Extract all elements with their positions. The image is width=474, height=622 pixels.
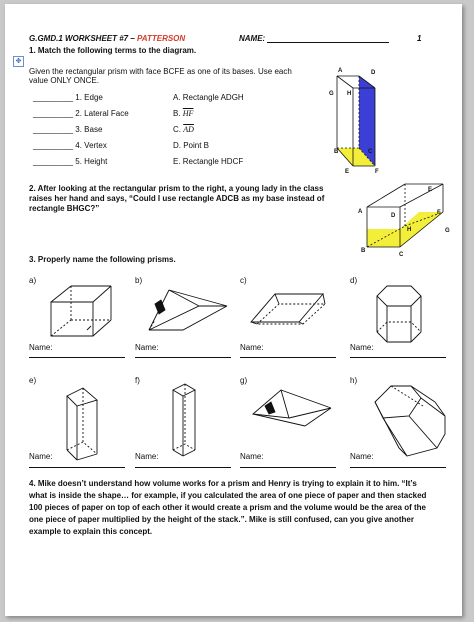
prism-e-answer-line[interactable]: [29, 467, 125, 468]
q1-heading: 1. Match the following terms to the diagram.: [29, 46, 197, 55]
fig1-label-c: C: [368, 149, 373, 155]
teacher-name: PATTERSON: [137, 34, 186, 43]
choice-b: B. $\overline{HF}$: [173, 109, 194, 118]
worksheet-page: [5, 4, 462, 616]
prism-a-name-label: Name:: [29, 343, 53, 352]
term-blank[interactable]: _________: [33, 109, 74, 118]
prism-h-letter: h): [350, 376, 358, 385]
q2-line3: rectangle BHGC?”: [29, 204, 100, 213]
fig2-label-h: H: [407, 227, 412, 233]
prism-e-name-label: Name:: [29, 452, 53, 461]
q4-line2: what is inside the shape… for example, if you calculated the area of one piece of paper and then stacked: [29, 491, 427, 500]
fig1-label-d: D: [371, 70, 376, 76]
prism-a-letter: a): [29, 276, 37, 285]
q3-heading: 3. Properly name the following prisms.: [29, 255, 176, 264]
q1-instructions-line1: Given the rectangular prism with face BCFE as one of its bases. Use each: [29, 67, 292, 76]
prism-g-name-label: Name:: [240, 452, 264, 461]
fig1-label-e: E: [345, 169, 350, 175]
fig1-label-b: B: [334, 149, 339, 155]
q2-line1: 2. After looking at the rectangular prism to the right, a young lady in the class: [29, 184, 324, 193]
prism-f-drawing: [173, 384, 195, 456]
term-5: _________ 5. Height: [33, 157, 108, 166]
prism-g-answer-line[interactable]: [240, 467, 336, 468]
prism-c-letter: c): [240, 276, 247, 285]
prism-b-letter: b): [135, 276, 143, 285]
fig2-label-d: D: [391, 213, 396, 219]
prism-d-letter: d): [350, 276, 358, 285]
name-label: NAME:: [239, 34, 266, 43]
term-blank[interactable]: _________: [33, 93, 74, 102]
term-blank[interactable]: _________: [33, 141, 74, 150]
prism-h-name-label: Name:: [350, 452, 374, 461]
fig2-label-g: G: [445, 228, 450, 234]
prism-f-letter: f): [135, 376, 140, 385]
prism-g-letter: g): [240, 376, 248, 385]
prism-c-name-label: Name:: [240, 343, 264, 352]
fig1-label-h: H: [347, 91, 352, 97]
prism-e-drawing: [67, 388, 97, 460]
q2-line2: raises her hand and says, “Could I use rectangle ADCB as my base instead of: [29, 194, 325, 203]
prism-h-drawing: [375, 386, 445, 456]
q4-line5: example to explain this concept.: [29, 527, 153, 536]
term-blank[interactable]: _________: [33, 157, 74, 166]
fig2-label-f: F: [437, 210, 441, 216]
q4-line3: 100 pieces of paper on top of each other it would create a prism and the volume would be the area of the: [29, 503, 426, 512]
term-3: _________ 3. Base: [33, 125, 103, 134]
table-move-handle-icon[interactable]: ✥: [13, 56, 24, 67]
worksheet-title: G.GMD.1 WORKSHEET #7 – PATTERSON: [29, 34, 186, 43]
prism-f-answer-line[interactable]: [135, 467, 231, 468]
fig1-label-f: F: [375, 169, 379, 175]
page-number: 1: [417, 34, 422, 43]
prism-e-letter: e): [29, 376, 37, 385]
choice-c: C. $\overline{AD}$: [173, 125, 194, 134]
term-blank[interactable]: _________: [33, 125, 74, 134]
prism-d-name-label: Name:: [350, 343, 374, 352]
term-1: _________ 1. Edge: [33, 93, 103, 102]
fig1-label-a: A: [338, 68, 343, 74]
fig2-label-a: A: [358, 209, 363, 215]
prism-f-name-label: Name:: [135, 452, 159, 461]
prism-b-name-label: Name:: [135, 343, 159, 352]
fig1-label-g: G: [329, 91, 334, 97]
term-4: _________ 4. Vertex: [33, 141, 107, 150]
prism-g-drawing: [253, 390, 331, 426]
q4-line1: 4. Mike doesn’t understand how volume works for a prism and Henry is trying to explain it to him. “It’s: [29, 479, 417, 488]
choice-d: D. Point B: [173, 141, 210, 150]
choice-a: A. Rectangle ADGH: [173, 93, 244, 102]
choice-e: E. Rectangle HDCF: [173, 157, 244, 166]
term-2: _________ 2. Lateral Face: [33, 109, 129, 118]
fig2-label-b: B: [361, 248, 366, 254]
q1-instructions-line2: value ONLY ONCE.: [29, 76, 99, 85]
fig2-label-e: E: [428, 187, 433, 193]
fig2-label-c: C: [399, 252, 404, 258]
prism-h-answer-line[interactable]: [350, 467, 446, 468]
q4-line4: one piece of paper multiplied by the height of the stack.”. Mike is still confused, can you give another: [29, 515, 414, 524]
